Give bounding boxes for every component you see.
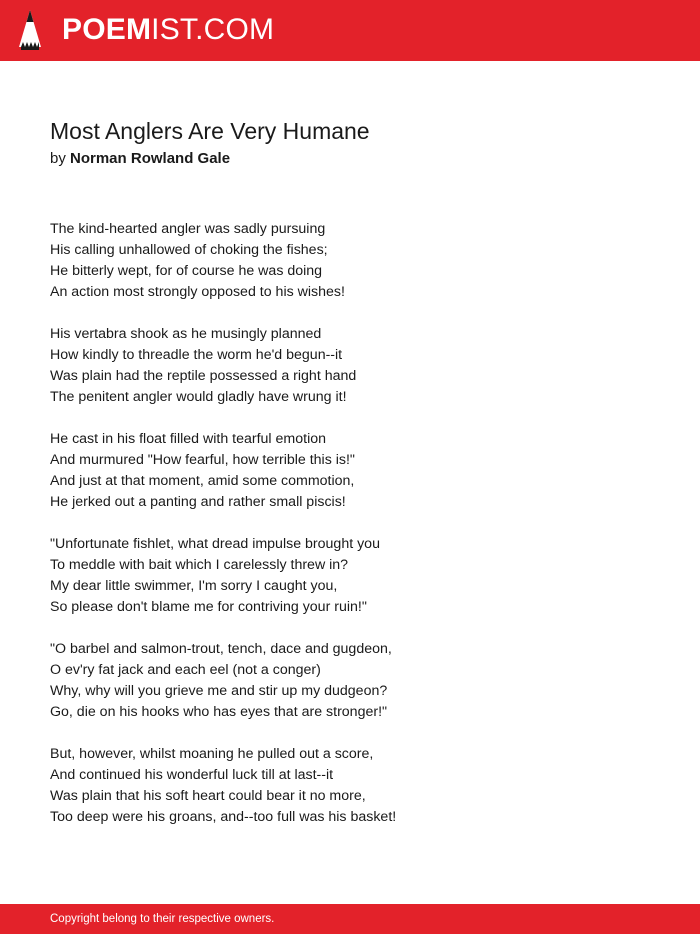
stanza — [50, 639, 396, 723]
author-name: Norman Rowland Gale — [70, 150, 231, 167]
poem-line: He jerked out a panting and rather small piscis! — [50, 494, 346, 510]
poem-line: So please don't blame me for contriving your ruin!" — [50, 599, 367, 615]
poem-line: Go, die on his hooks who has eyes that are stronger!" — [50, 704, 388, 720]
poem-line: And continued his wonderful luck till at last--it — [50, 767, 334, 783]
stanza — [50, 429, 396, 513]
stanza — [50, 744, 396, 828]
poem-body — [50, 219, 396, 849]
poem-line: O ev'ry fat jack and each eel (not a conger) — [50, 662, 321, 678]
pencil-icon — [18, 9, 42, 51]
logo-light-text: IST.COM — [151, 13, 275, 46]
poem-line: An action most strongly opposed to his wishes! — [50, 284, 345, 300]
poem-line: Too deep were his groans, and--too full was his basket! — [50, 809, 397, 825]
poem-line: My dear little swimmer, I'm sorry I caught you, — [50, 578, 338, 594]
poem-line: How kindly to threadle the worm he'd begun--it — [50, 347, 343, 363]
stanza — [50, 534, 396, 618]
poem-line: Why, why will you grieve me and stir up my dudgeon? — [50, 683, 388, 699]
poem-line: "O barbel and salmon-trout, tench, dace and gugdeon, — [50, 641, 392, 657]
poem-line: His vertabra shook as he musingly planned — [50, 326, 322, 342]
copyright-text: Copyright belong to their respective owners. — [50, 913, 275, 925]
poem-line: Was plain that his soft heart could bear it no more, — [50, 788, 366, 804]
poem-line: But, however, whilst moaning he pulled out a score, — [50, 746, 374, 762]
poem-line: And murmured "How fearful, how terrible this is!" — [50, 452, 355, 468]
poem-line: He bitterly wept, for of course he was doing — [50, 263, 323, 279]
poem-title: Most Anglers Are Very Humane — [50, 118, 370, 144]
poem-line: And just at that moment, amid some commotion, — [50, 473, 355, 489]
logo-bold-text: POEM — [62, 13, 152, 46]
stanza — [50, 219, 396, 303]
by-label: by — [50, 150, 66, 167]
poem-line: His calling unhallowed of choking the fishes; — [50, 242, 328, 258]
poem-line: The kind-hearted angler was sadly pursuing — [50, 221, 326, 237]
byline — [50, 149, 230, 169]
footer-bar — [0, 904, 700, 934]
poem-line: He cast in his float filled with tearful emotion — [50, 431, 326, 447]
header-bar — [0, 0, 700, 61]
poem-line: "Unfortunate fishlet, what dread impulse brought you — [50, 536, 380, 552]
poem-line: Was plain had the reptile possessed a right hand — [50, 368, 357, 384]
stanza — [50, 324, 396, 408]
poem-line: The penitent angler would gladly have wrung it! — [50, 389, 347, 405]
site-logo[interactable] — [62, 13, 274, 47]
poem-line: To meddle with bait which I carelessly threw in? — [50, 557, 349, 573]
